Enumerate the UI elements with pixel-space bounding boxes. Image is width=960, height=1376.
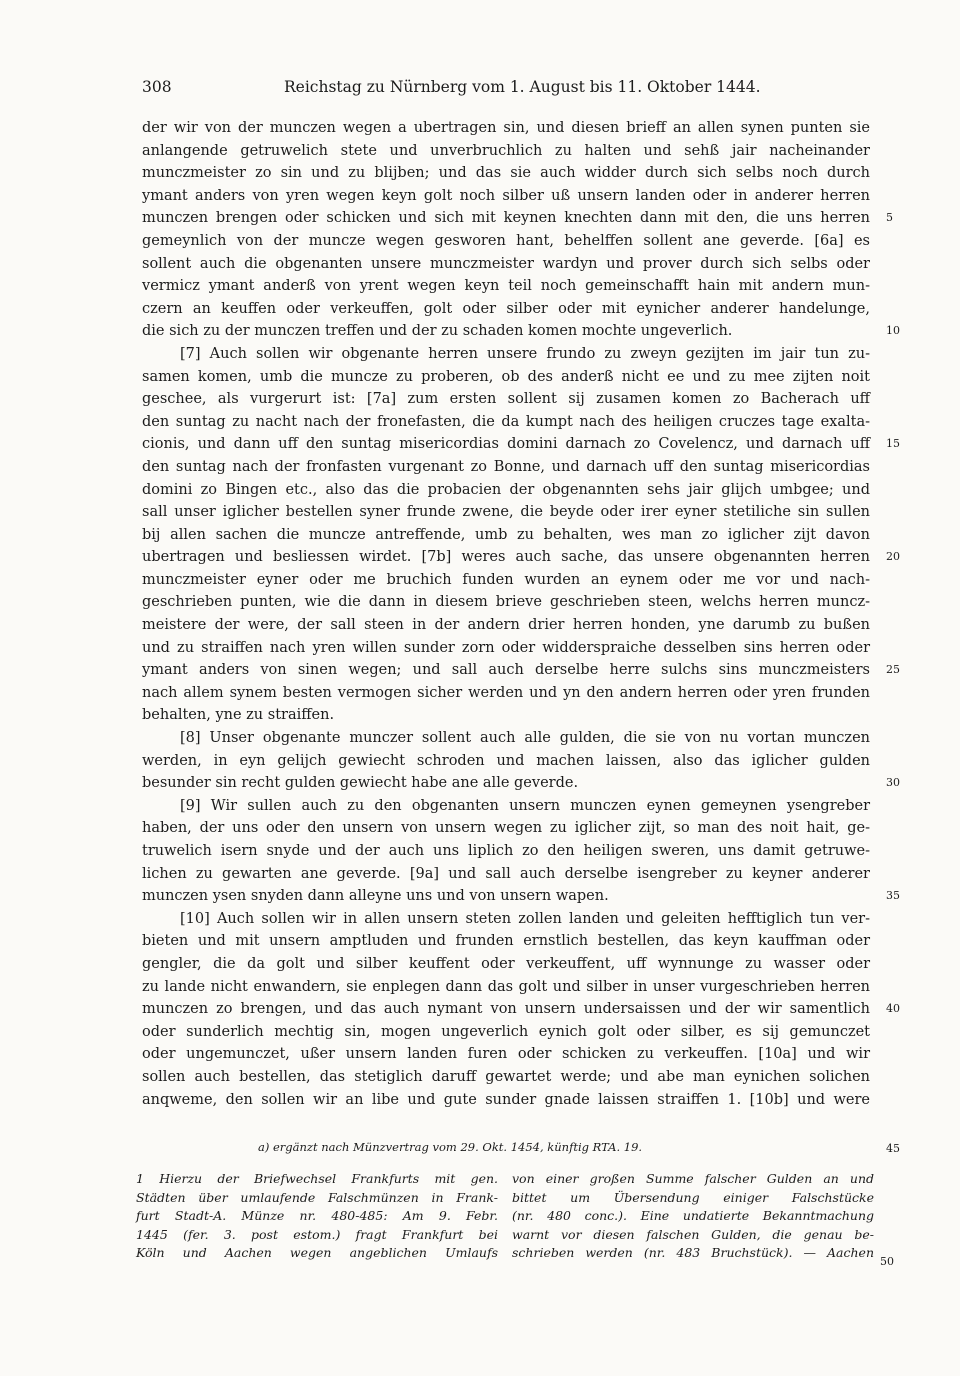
text-line-content: bieten und mit unsern amptluden und frunden ernstlich bestellen, das keyn kauffman oder <box>142 933 870 950</box>
text-line <box>142 727 870 750</box>
text-line-content: haben, der uns oder den unsern von unsern wegen zu iglicher zijt, so man des noit hait, ge- <box>142 820 870 837</box>
text-line-content: geschee, als vurgerurt ist: [7a] zum ersten sollent sij zusamen komen zo Bacherach uff <box>142 391 870 408</box>
text-line <box>142 704 870 727</box>
text-line-content: munczmeister eyner oder me bruchich funden wurden an eynem oder me vor und nach- <box>142 571 870 588</box>
text-line <box>142 953 870 976</box>
text-line-content: besunder sin recht gulden gewiecht habe ane alle geverde. <box>142 775 579 792</box>
text-line <box>142 207 893 230</box>
footnote-line: schrieben werden (nr. 483 Bruchstück). — Aachen <box>512 1245 874 1261</box>
text-line-content: behalten, yne zu straiffen. <box>142 707 335 724</box>
text-line-content: munczmeister zo sin und zu blijben; und das sie auch widder durch sich selbs noch durch <box>142 165 870 182</box>
text-line <box>142 863 870 886</box>
text-line-content: nach allem synem besten vermogen sicher werden und yn den andern herren oder yren frunden <box>142 684 870 701</box>
text-line <box>142 230 870 253</box>
footnote-line: 1445 (fer. 3. post estom.) fragt Frankfurt bei <box>136 1226 498 1242</box>
text-line <box>142 569 870 592</box>
margin-line-number: 35 <box>886 889 900 903</box>
text-line-content: den suntag nach der fronfasten vurgenant zo Bonne, und darnach uff den suntag misericordias <box>142 458 870 475</box>
text-line-content: meistere der were, der sall steen in der andern drier herren honden, yne darumb zu bußen <box>142 617 870 634</box>
footnote-line: bittet um Übersendung einiger Falschstücke <box>512 1189 874 1205</box>
text-line <box>142 840 870 863</box>
text-line-content: anlangende getruwelich stete und unverbruchlich zu halten und sehß jair nacheinander <box>142 142 870 159</box>
text-line <box>142 320 900 343</box>
text-line-content: den suntag zu nacht nach der fronefasten, die da kumpt nach des heiligen cruczes tage exalta- <box>142 413 870 430</box>
running-title: Reichstag zu Nürnberg vom 1. August bis 11. Oktober 1444. <box>284 78 761 96</box>
footnote-line: Köln und Aachen wegen angeblichen Umlaufs <box>136 1245 498 1261</box>
margin-line-number: 25 <box>886 663 900 677</box>
text-line <box>142 614 870 637</box>
text-line-content: cionis, und dann uff den suntag misericordias domini darnach zo Covelencz, und darnach uff <box>142 436 870 453</box>
text-line <box>142 795 870 818</box>
text-line-content: der wir von der munczen wegen a ubertragen sin, und diesen brieff an allen synen punten sie <box>142 120 870 136</box>
text-line <box>142 546 900 569</box>
text-line-content: truwelich isern snyde und der auch uns liplich zo den heiligen sweren, uns damit getruwe- <box>142 843 870 859</box>
text-line <box>142 908 870 931</box>
text-line <box>142 185 870 208</box>
text-line-content: domini zo Bingen etc., also das die probacien der obgenannten sehs jair glijch umbgee; und <box>142 481 870 498</box>
text-line <box>142 456 870 479</box>
text-line-content: werden, in eyn gelijch gewiecht schroden und machen laissen, also das iglicher gulden <box>142 752 870 769</box>
margin-line-number: 5 <box>886 211 893 225</box>
text-line-content: gengler, die da golt und silber keuffent oder verkeuffent, uff wynnunge zu wasser oder <box>142 955 870 972</box>
text-line-content: samen komen, umb die muncze zu proberen, ob des anderß nicht ee und zu mee zijten noit <box>142 368 870 385</box>
text-line <box>142 772 900 795</box>
text-line-content: [10] Auch sollen wir in allen unsern steten zollen landen und geleiten hefftiglich tun ver- <box>180 910 870 927</box>
text-line-content: [7] Auch sollen wir obgenante herren unsere frundo zu zweyn gezijten im jair tun zu- <box>180 345 870 362</box>
text-line <box>142 591 870 614</box>
footnote-line: Städten über umlaufende Falschmünzen in Frank- <box>136 1189 498 1205</box>
margin-line-number: 15 <box>886 437 900 451</box>
text-line-content: munczen ysen snyden dann alleyne uns und von unsern wapen. <box>142 888 609 905</box>
text-line <box>142 682 870 705</box>
margin-line-number: 20 <box>886 550 900 564</box>
text-line-content: oder sunderlich mechtig sin, mogen ungeverlich eynich golt oder silber, es sij gemunczet <box>142 1023 870 1040</box>
text-line <box>142 117 870 140</box>
body-text <box>142 117 900 1111</box>
apparatus-line-number: 45 <box>886 1142 900 1155</box>
footnote-line-number: 50 <box>880 1255 894 1268</box>
text-line-content: sall unser iglicher bestellen syner frunde zwene, die beyde oder irer eyner stetiliche sin sullen <box>142 504 870 521</box>
footnote-line: 1 Hierzu der Briefwechsel Frankfurts mit gen. <box>136 1171 498 1186</box>
text-line <box>142 637 870 660</box>
text-line <box>142 1021 870 1044</box>
text-line <box>142 253 870 276</box>
text-line <box>142 479 870 502</box>
text-line <box>142 162 870 185</box>
text-line-content: munczen zo brengen, und das auch nymant von unsern undersaissen und der wir samentlich <box>142 1001 870 1018</box>
text-line-content: bij allen sachen die muncze antreffende, umb zu behalten, wes man zo iglicher zijt davon <box>142 526 870 543</box>
footnote-line: furt Stadt-A. Münze nr. 480-485: Am 9. Febr. <box>136 1208 498 1224</box>
text-line <box>142 411 870 434</box>
footnote-line: warnt vor diesen falschen Gulden, die genau be- <box>512 1226 874 1242</box>
text-line <box>142 501 870 524</box>
text-line <box>142 524 870 547</box>
critical-apparatus-note: a) ergänzt nach Münzvertrag vom 29. Okt. 1454, künftig RTA. 19. <box>258 1140 643 1154</box>
footnote-column-left <box>136 1170 498 1263</box>
text-line <box>142 433 900 456</box>
page-header <box>142 76 761 98</box>
text-line <box>142 140 870 163</box>
text-line-content: ymant anders von sinen wegen; und sall auch derselbe herre sulchs sins munczmeisters <box>142 662 870 679</box>
text-line-content: [8] Unser obgenante munczer sollent auch alle gulden, die sie von nu vortan munczen <box>180 730 870 747</box>
text-line <box>142 1066 870 1089</box>
text-line-content: lichen zu gewarten ane geverde. [9a] und sall auch derselbe isengreber zu keyner anderer <box>142 865 870 882</box>
text-line-content: gemeynlich von der muncze wegen gesworen hant, behelffen sollent ane geverde. [6a] es <box>142 232 870 249</box>
margin-line-number: 30 <box>886 776 900 790</box>
text-line <box>142 998 900 1021</box>
text-line-content: ymant anders von yren wegen keyn golt noch silber uß unsern landen oder in anderer herren <box>142 187 870 204</box>
text-line <box>142 298 870 321</box>
text-line-content: czern an keuffen oder verkeuffen, golt oder silber oder mit eynicher anderer handelunge, <box>142 300 870 317</box>
text-line-content: sollent auch die obgenanten unsere munczmeister wardyn und prover durch sich selbs oder <box>142 255 870 272</box>
text-line <box>142 275 870 298</box>
text-line <box>142 750 870 773</box>
footnote-line: (nr. 480 conc.). Eine undatierte Bekanntmachung <box>512 1208 874 1224</box>
text-line-content: ubertragen und besliessen wirdet. [7b] weres auch sache, das unsere obgenannten herren <box>142 549 870 566</box>
margin-line-number: 10 <box>886 324 900 338</box>
text-line <box>142 817 870 840</box>
text-line-content: geschrieben punten, wie die dann in diesem brieve geschrieben steen, welchs herren muncz- <box>142 594 870 611</box>
text-line-content: munczen brengen oder schicken und sich mit keynen knechten dann mit den, die uns herren <box>142 210 870 227</box>
text-line-content: und zu straiffen nach yren willen sunder zorn oder widderspraiche desselben sins herren oder <box>142 639 870 656</box>
text-line-content: zu lande nicht enwandern, sie enplegen dann das golt und silber in unser vurgeschrieben herren <box>142 978 870 995</box>
text-line <box>142 388 870 411</box>
text-line <box>142 659 900 682</box>
text-line <box>142 1089 870 1112</box>
text-line-content: anqweme, den sollen wir an libe und gute sunder gnade laissen straiffen 1. [10b] und were <box>142 1091 870 1108</box>
text-line <box>142 930 870 953</box>
page-number: 308 <box>142 78 172 96</box>
text-line-content: sollen auch bestellen, das stetiglich daruff gewartet werde; und abe man eynichen solichen <box>142 1068 870 1085</box>
footnote-line: von einer großen Summe falscher Gulden an und <box>512 1171 874 1186</box>
text-line-content: vermicz ymant anderß von yrent wegen keyn teil noch gemeinschafft hain mit andern mun- <box>142 278 870 295</box>
text-line-content: die sich zu der munczen treffen und der zu schaden komen mochte ungeverlich. <box>142 323 733 340</box>
text-line <box>142 1043 870 1066</box>
footnotes <box>136 1170 872 1280</box>
text-line-content: oder ungemunczet, ußer unsern landen furen oder schicken zu verkeuffen. [10a] und wir <box>142 1046 870 1063</box>
text-line <box>142 976 870 999</box>
margin-line-number: 40 <box>886 1002 900 1016</box>
text-line <box>142 343 870 366</box>
text-line <box>142 366 870 389</box>
footnote-column-right <box>512 1170 874 1263</box>
text-line-content: [9] Wir sullen auch zu den obgenanten unsern munczen eynen gemeynen ysengreber <box>180 797 870 814</box>
text-line <box>142 885 900 908</box>
